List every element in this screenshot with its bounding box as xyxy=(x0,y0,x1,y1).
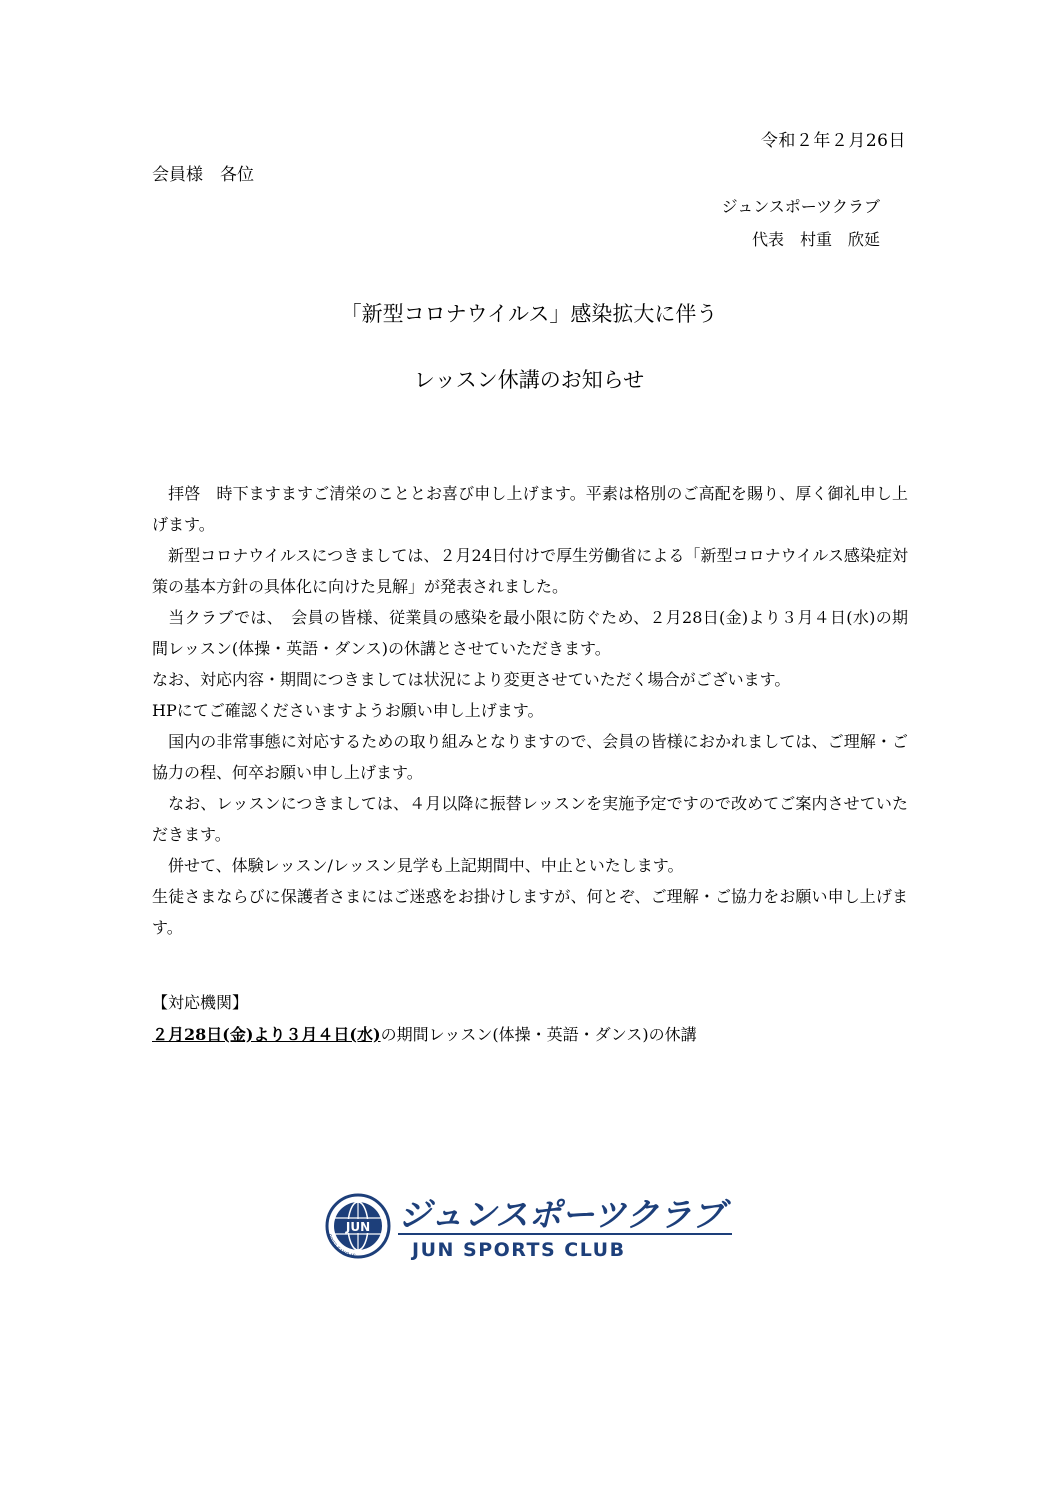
body-paragraph: 新型コロナウイルスにつきましては、２月24日付けで厚生労働省による「新型コロナウイルス感染症対策の基本方針の具体化に向けた見解」が発表されました。 xyxy=(152,546,908,596)
body-paragraph: なお、対応内容・期間につきましては状況により変更させていただく場合がございます。 xyxy=(152,670,791,689)
body-text xyxy=(152,478,908,943)
sender-block xyxy=(722,190,880,256)
recipient: 会員様 各位 xyxy=(152,165,254,185)
document-title-line-2: レッスン休講のお知らせ xyxy=(413,368,645,392)
body-paragraph: 当クラブでは、 会員の皆様、従業員の感染を最小限に防ぐため、２月28日(金)より３月４日(水)の期間レッスン(体操・英語・ダンス)の休講とさせていただきます。 xyxy=(152,608,908,658)
period-line xyxy=(152,1022,697,1045)
body-paragraph: 併せて、体験レッスン/レッスン見学も上記期間中、中止といたします。 xyxy=(152,856,684,875)
body-paragraph: 生徒さまならびに保護者さまにはご迷惑をお掛けしますが、何とぞ、ご理解・ご協力をお願い申し上げます。 xyxy=(152,887,908,937)
body-paragraph: なお、レッスンにつきましては、４月以降に振替レッスンを実施予定ですので改めてご案内させていただきます。 xyxy=(152,794,908,844)
body-paragraph: 国内の非常事態に対応するための取り組みとなりますので、会員の皆様におかれましては、ご理解・ご協力の程、何卒お願い申し上げます。 xyxy=(152,732,908,782)
sender-representative: 代表 村重 欣延 xyxy=(751,230,880,249)
document-title-line-1: 「新型コロナウイルス」感染拡大に伴う xyxy=(340,302,718,326)
section-label: 【対応機関】 xyxy=(152,993,249,1012)
sender-organization: ジュンスポーツクラブ xyxy=(721,197,880,216)
club-logo xyxy=(322,1188,742,1268)
period-emphasis: ２月28日(金)より３月４日(水) xyxy=(152,1025,381,1044)
body-paragraph: HPにてご確認くださいますようお願い申し上げます。 xyxy=(152,701,544,720)
document-date: 令和２年２月26日 xyxy=(760,131,906,151)
logo-name-japanese: ジュンスポーツクラブ xyxy=(398,1195,725,1234)
emblem-ring-text: SPORTS CLUB xyxy=(327,1232,357,1258)
club-logo-graphic xyxy=(322,1188,742,1268)
globe-emblem-icon xyxy=(327,1195,389,1258)
logo-name-english: JUN SPORTS CLUB xyxy=(412,1239,626,1261)
period-description: の期間レッスン(体操・英語・ダンス)の休講 xyxy=(380,1025,697,1044)
emblem-text: JUN xyxy=(345,1220,371,1234)
body-paragraph: 拝啓 時下ますますご清栄のこととお喜び申し上げます。平素は格別のご高配を賜り、厚く御礼申し上げます。 xyxy=(152,484,908,534)
